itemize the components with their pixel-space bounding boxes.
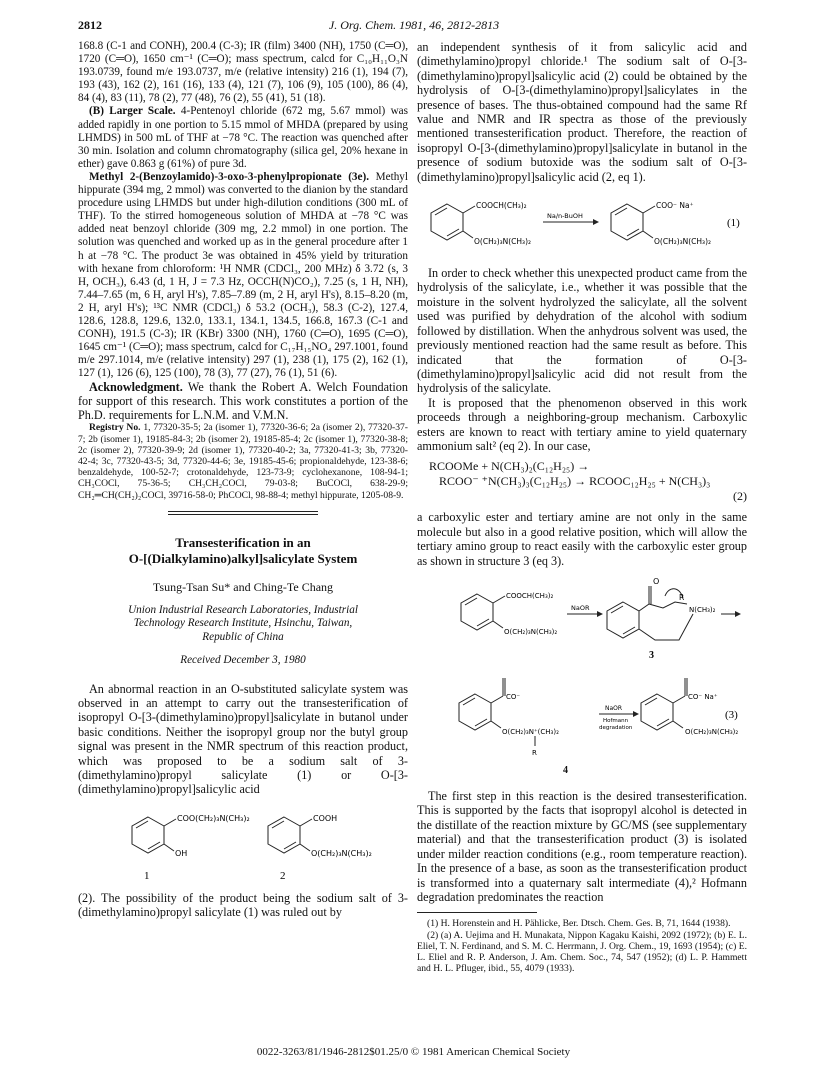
compound-label: 3 [649,649,654,661]
arrow-head [597,611,603,617]
article-title-line: O-[(Dialkylamino)alkyl]salicylate System [128,550,358,566]
reference: (1) H. Horenstein and H. Pählicke, Ber. Dtsch. Chem. Ges. B, 71, 1644 (1938). [427,918,731,930]
equation-number: (3) [725,708,738,721]
reference: (2) (a) A. Uejima and H. Munakata, Nippon Kagaku Kaishi, 2092 (1972); (b) E. L. Eliel, T. N. Ferdinand, and S. M. C. Herrmann, J. Org. Chem., 19, 1693 (1954); (c) E. L. Eliel and R. P. Anderson, J. Am. Chem. Soc., 74, 547 (1952); (d) L. P. Hammett and H. L. Pfluger, ibid., 55, 4079 (1933). [417,929,747,975]
right-column [417,40,747,974]
paragraph: An abnormal reaction in an O-substituted salicylate system was observed in an attempt to carry out the transesterification of isopropyl O-[3-(dimethylamino)propyl]salicylate in butanol under basic conditions. Neither the isopropyl group nor the butyl group signal was present in the NMR spectrum of this reaction product, which was proposed to be a sodium salt of 3-(dimethylamino)propyl salicylate (1) or O-[3-(dimethylamino)propyl]salicylic acid [78,681,408,797]
benzene-ring [611,204,655,240]
article-title [78,535,408,567]
substituent-label: COOH [313,813,338,823]
benzene-ring [431,204,475,240]
running-header [78,18,750,32]
benzene-ring [461,594,505,630]
authors: Tsung-Tsan Su* and Ching-Te Chang [152,579,334,594]
references [417,918,747,974]
equation-line: RCOO⁻ ⁺N(CH₃)₃(C₁₂H₂₅) → RCOOC₁₂H₂₅ + N(CH₃)₃ [439,474,711,489]
substituent-label: O(CH₂)₃N(CH₃)₂ [654,237,711,247]
equation-2 [417,459,747,504]
journal-citation: J. Org. Chem. 1981, 46, 2812-2813 [328,18,500,32]
acknowledgment-heading: Acknowledgment. [89,380,183,395]
substituent-label: O(CH₂)₃N⁺(CH₃)₂ [502,727,559,736]
paragraph-text: Methyl hippurate (394 mg, 2 mmol) was converted to the dianion by the standard procedure using LHMDS but under high-dilution conditions (300 mL of THF). To the stirred homogeneous solution of MHDA at −78 °C was added neat benzoyl chloride (309 mg, 2.2 mmol) in one portion. The solution was quenched and worked up as in the general procedure after 1 h at −78 °C. The product 3e was obtained in 45% yield by trituration with hexane from chloroform: ¹H NMR (CDCl₃, 200 MHz) δ 3.72 (s, 3 H, OCH₃), 6.43 (d, 1 H, J = 7.3 Hz, OCCH(N)CO₂), 7.25 (s, 1 H, NH), 7.44–7.65 (m, 6 H, aryl H's), 7.85–7.89 (m, 2 H, aryl H's), 8.15–8.20 (m, 2 H, aryl H's); ¹³C NMR (CDCl₃) δ 53.2 (OCH₃), 58.3 (C-2), 127.4, 128.6, 128.8, 129.6, 132.0, 133.1, 134.1, 134.5, 166.8, 167.3 (C-1 and CONH), 191.5 (C-3); IR (KBr) 3300 (NH), 1760 (C═O), 1695 (C═O), 1645 cm⁻¹ (C═O); mass spectrum, calcd for C₁₇H₁₅NO₄ 297.1001, found m/e 297.1014, m/e (relative intensity) 297 (1), 238 (1), 175 (2), 162 (1), 127 (1), 126 (6), 125 (100), 78 (3), 77 (27), 76 (1), 51 (6). [78,170,408,380]
atom-label: O [653,576,660,586]
substituent-label: COOCH(CH₃)₂ [476,201,527,211]
affiliation [78,604,408,645]
compound-label: 2 [280,869,286,882]
substituent-label: O(CH₂)₃N(CH₃)₂ [311,848,372,858]
reagent-label: NaOR [605,704,623,712]
benzene-ring-2 [268,817,312,853]
received-date: Received December 3, 1980 [180,654,306,667]
reagent-label: Hofmann [603,717,629,724]
equation-line: RCOOMe + N(CH₃)₂(C₁₂H₂₅) → [429,459,590,474]
equation-3 [417,574,747,762]
left-column [78,40,408,920]
equation-number: (2) [733,489,747,504]
paragraph-heading: (B) Larger Scale. [89,105,176,118]
arrow-head [593,219,599,225]
substituent-label: COO(CH₂)₃N(CH₃)₂ [177,813,250,823]
atom-label: R [679,592,685,602]
equation-number: (1) [727,217,740,230]
paragraph: It is proposed that the phenomenon observed in this work proceeds through a neighboring-group mechanism. Carboxylic esters are known to react with tertiary amine to yield quaternary ammonium salt² (eq 2). In our case, [417,395,747,453]
substituent-label: O(CH₂)₃N(CH₃)₂ [474,237,531,247]
page-number: 2812 [78,18,102,32]
paragraph-heading: Methyl 2-(Benzoylamido)-3-oxo-3-phenylpropionate (3e). [89,170,370,183]
paragraph: In order to check whether this unexpected product came from the hydrolysis of the salicylate, i.e., whether it was possible that the moisture in the solvent hydrolyzed the salicylate, all the solvent used was purified by dehydration of the alcohol with sodium followed by distillation. When the anhydrous solvent was used, the previously mentioned reaction had the same result as before. This indicated that the formation of O-[3-(dimethylamino)propyl]salicylic acid did not result from the hydrolysis of the salicylate. [417,266,747,396]
substituent-label: OH [175,848,188,858]
paragraph: a carboxylic ester and tertiary amine are not only in the same molecule but also in a good relative position, which will allow the tertiary amino group to react easily with the carboxylic ester group as shown in structure 3 (eq 3). [417,510,747,568]
substituent-label: COO⁻ Na⁺ [656,201,694,211]
section-divider [168,514,318,515]
substituent-label: COOCH(CH₃)₂ [506,591,554,600]
paragraph: (2). The possibility of the product being the sodium salt of 3-(dimethylamino)propyl salicylate (1) was ruled out by [78,890,408,920]
equation-1 [417,190,747,260]
reagent-label: NaOR [571,603,590,612]
paragraph: The first step in this reaction is the desired transesterification. This is supported by the facts that isopropyl alcohol is detected in the distillate of the reaction mixture by GC/MS (see supplementary material) and that the transesterification product (3) is isolated under milder reaction conditions (e.g., room temperature reaction). In the presence of a base, as soon as the transesterification product is transformed into a quaternary salt intermediate (4),² Hofmann degradation predominates the reaction [417,789,747,904]
compound-label: 4 [563,764,568,776]
benzene-ring [641,678,687,730]
acknowledgment [78,380,408,422]
substituent-label: O(CH₂)₃N(CH₃)₂ [504,627,558,636]
page-footer: 0022-3263/81/1946-2812$01.25/0 © 1981 American Chemical Society [256,1046,571,1058]
substituent-label: CO⁻ [506,692,521,701]
structures-1-2 [78,803,408,885]
substituent-label: O(CH₂)₃N(CH₃)₂ [685,727,739,736]
arrow-head [633,711,639,717]
registry-numbers [78,422,408,500]
acknowledgment-text: We thank the Robert A. Welch Foundation for support of this research. This work constitutes a portion of the Ph.D. requirements for L.N.M. and V.M.N. [78,380,408,423]
section-divider [168,511,318,512]
affiliation-line: Republic of China [202,630,284,643]
compound-label: 1 [144,869,150,882]
paragraph [78,105,408,170]
reagent-label: degradation [599,724,633,731]
registry-heading: Registry No. [89,422,141,434]
arrow-head [735,611,741,617]
atom-label: N(CH₃)₂ [689,605,716,614]
affiliation-line: Technology Research Institute, Hsinchu, Taiwan, [133,617,353,630]
atom-label: R [532,748,537,757]
substituent-label: CO⁻ Na⁺ [688,692,718,701]
footnote-divider [417,912,537,913]
benzene-ring-1 [132,817,176,853]
paragraph: an independent synthesis of it from salicylic acid and (dimethylamino)propyl chloride.¹ The sodium salt of O-[3-(dimethylamino)propyl]salicylic acid (2) could be obtained by the hydrolysis of O-[3-(dimethylamino)propyl]salicylates in the presence of bases. The thus-obtained compound had the same Rf value and NMR and IR spectra as those of the previously mentioned transesterification product. Therefore, the reaction of isopropyl O-[3-(dimethylamino)propyl]salicylate in butanol in the presence of sodium butoxide was the sodium salt of O-[3-(dimethylamino)propyl]salicylic acid (2, eq 1). [417,40,747,184]
registry-text: 1, 77320-35-5; 2a (isomer 1), 77320-36-6; 2a (isomer 2), 77320-37-7; 2b (isomer 1), 19185-84-3; 2b (isomer 2), 19185-85-4; 2c (isomer 1), 77320-38-8; 2c (isomer 2), 77320-39-9; 2d (isomer 1), 77320-40-2; 3a, 77320-41-3; 3b, 77320-42-4; 3c, 77320-43-5; 3d, 77320-44-6; 3e, 19185-45-6; propionaldehyde, 123-38-6; benzaldehyde, 100-52-7; crotonaldehyde, 123-73-9; cyclohexanone, 108-94-1; CH₃COCl, 75-36-5; CH₃CH₂COCl, 79-03-8; BuCOCl, 638-29-9; CH₂═CH(CH₂)₂COCl, 39716-58-0; PhCOCl, 98-88-4; methyl hippurate, 1205-08-9. [78,422,409,501]
affiliation-line: Union Industrial Research Laboratories, Industrial [128,603,358,616]
reagent-label: Na/n-BuOH [547,212,583,221]
article-title-line: Transesterification in an [175,534,311,550]
paragraph [78,171,408,381]
paragraph: 168.8 (C-1 and CONH), 200.4 (C-3); IR (film) 3400 (NH), 1750 (C═O), 1720 (C═O), 1650 cm⁻¹ (C═O); mass spectrum, calcd for C₁₀H₁₁O₃N 193.0739, found m/e 193.0737, m/e (relative intensity) 216 (1), 194 (7), 193 (43), 162 (2), 161 (16), 133 (4), 121 (7), 106 (9), 105 (100), 86 (4), 84 (4), 83 (11), 78 (2), 77 (48), 76 (2), 55 (41), 51 (18). [78,40,408,105]
paragraph-text: 4-Pentenoyl chloride (672 mg, 5.67 mmol) was added rapidly in one portion to 5.15 mmol of MHDA (prepared by using LHMDS) in 500 mL of THF at −78 °C. The reaction was quenched after 30 min. Isolation and column chromatography (silica gel, 20% hexane in ether) gave 0.863 g (61%) of pure 3d. [78,105,408,170]
